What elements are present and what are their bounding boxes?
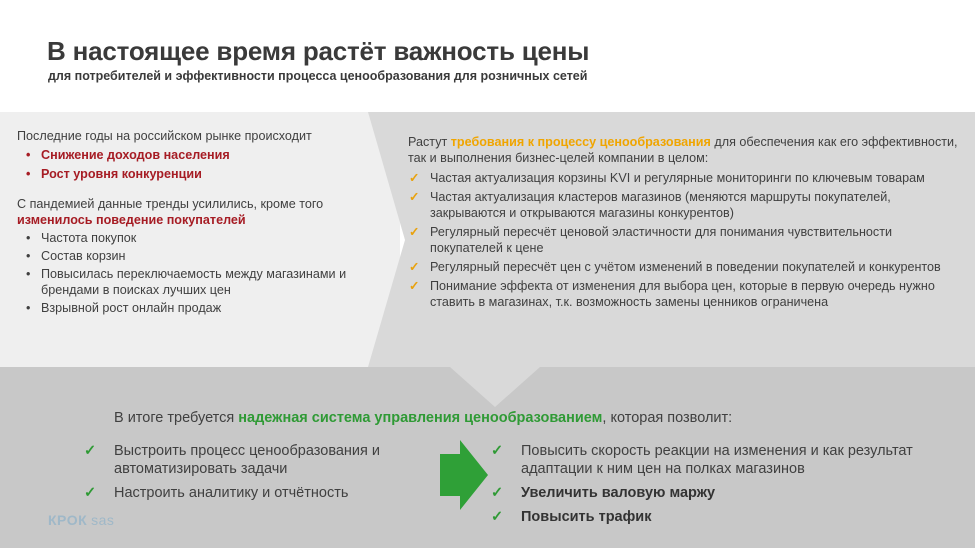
- left-panel: [17, 128, 367, 318]
- left-intro: Последние годы на российском рынке происходит: [17, 129, 312, 143]
- list-item: ✓ Настроить аналитику и отчётность: [84, 485, 349, 501]
- sas-logo: sas: [91, 512, 115, 528]
- check-icon: ✓: [491, 485, 504, 501]
- right-benefits-list: [491, 442, 931, 532]
- list-item: ✓ Частая актуализация корзины KVI и регулярные мониторинги по ключевым товарам: [409, 171, 925, 185]
- list-item: • Снижение доходов населения: [17, 147, 367, 163]
- check-icon: ✓: [409, 260, 420, 274]
- check-icon: ✓: [409, 171, 420, 185]
- list-item: ✓ Понимание эффекта от изменения для выбора цен, которые в первую очередь нужно ставить в магазинах, т.к. возможность замены ценников ограничена: [409, 279, 935, 309]
- list-item: • Состав корзин: [17, 248, 367, 264]
- left-benefits-list: [84, 442, 429, 508]
- list-item: ✓ Увеличить валовую маржу: [491, 485, 716, 501]
- check-icon: ✓: [491, 509, 504, 525]
- requirements-list: [408, 170, 960, 310]
- list-item: ✓ Повысить скорость реакции на изменения и как результат адаптации к ним цен на полках магазинов: [491, 443, 913, 477]
- check-icon: ✓: [84, 485, 97, 501]
- pandemic-text: С пандемией данные тренды усилились, кроме того изменилось поведение покупателей: [17, 197, 324, 227]
- list-item: ✓ Повысить трафик: [491, 509, 652, 525]
- right-panel: [408, 134, 960, 313]
- check-icon: ✓: [409, 225, 420, 239]
- page-subtitle: для потребителей и эффективности процесса ценообразования для розничных сетей: [48, 69, 588, 83]
- requirements-highlight: требования к процессу ценообразования: [450, 135, 711, 149]
- list-item: • Рост уровня конкуренции: [17, 166, 367, 182]
- check-icon: ✓: [491, 443, 504, 459]
- behavior-list: [17, 230, 367, 316]
- red-trend-list: [17, 147, 367, 182]
- list-item: ✓ Регулярный пересчёт цен с учётом изменений в поведении покупателей и конкурентов: [409, 260, 941, 274]
- krok-logo: КРОК: [48, 512, 88, 528]
- system-highlight: надежная система управления ценообразованием: [238, 410, 603, 426]
- summary-line: В итоге требуется надежная система управления ценообразованием, которая позволит:: [114, 410, 733, 426]
- list-item: • Взрывной рост онлайн продаж: [17, 300, 367, 316]
- check-icon: ✓: [409, 279, 420, 293]
- behavior-highlight: изменилось поведение покупателей: [17, 213, 246, 227]
- page-title: В настоящее время растёт важность цены: [47, 36, 590, 66]
- check-icon: ✓: [409, 190, 420, 204]
- list-item: ✓ Выстроить процесс ценообразования и автоматизировать задачи: [84, 443, 381, 477]
- list-item: • Частота покупок: [17, 230, 367, 246]
- check-icon: ✓: [84, 443, 97, 459]
- list-item: ✓ Регулярный пересчёт ценовой эластичности для понимания чувствительности покупателей к цене: [409, 225, 893, 255]
- list-item: • Повысилась переключаемость между магазинами и брендами в поисках лучших цен: [17, 266, 367, 298]
- list-item: ✓ Частая актуализация кластеров магазинов (меняются маршруты покупателей, закрываются и открываются магазины конкурентов): [409, 190, 891, 220]
- footer-logo: [48, 512, 114, 528]
- right-intro: Растут требования к процессу ценообразования для обеспечения как его эффективности, так и выполнения бизнес-целей компании в целом:: [408, 135, 958, 165]
